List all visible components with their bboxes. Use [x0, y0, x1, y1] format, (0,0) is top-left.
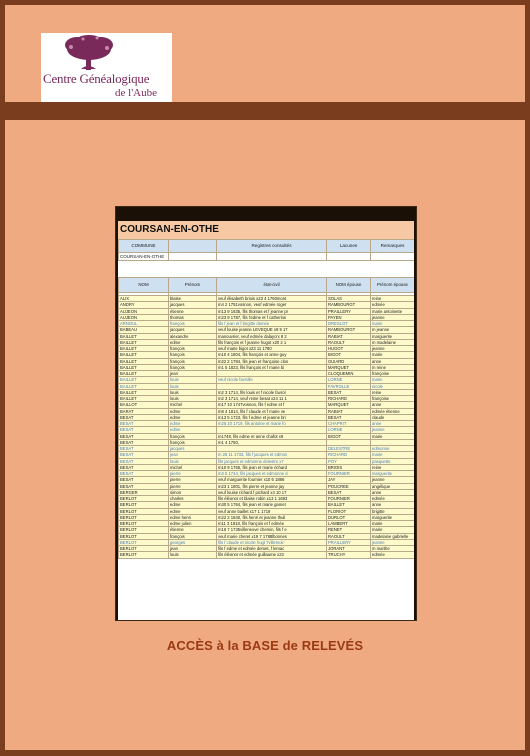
- table-cell: m22 2 1840, fils henri et jeanne thuil: [217, 514, 327, 520]
- table-cell: m17 10 1747vosnon, fils f edme et f: [217, 402, 327, 408]
- table-cell: JORANT: [327, 546, 371, 552]
- table-cell: edme: [169, 339, 217, 345]
- table-cell: pierre: [169, 483, 217, 489]
- table-cell: marie: [371, 321, 415, 327]
- table-cell: m23 9 1787, fils l'edme et f catherine: [217, 314, 327, 320]
- table-cell: m10 9 1766, fils jean et marie richard: [217, 464, 327, 470]
- table-cell: pasquette: [371, 458, 415, 464]
- table-cell: m23 1 1801, fils pierre et jeanne jay: [217, 483, 327, 489]
- table-cell: pierre: [169, 471, 217, 477]
- table-cell: blaise: [169, 296, 217, 302]
- table-cell: RAMBOURGT: [327, 302, 371, 308]
- table-cell: m30 5 1764, fils jean et marie gamet: [217, 502, 327, 508]
- table-cell: françois: [169, 533, 217, 539]
- table-cell: marie: [371, 521, 415, 527]
- table-cell: étienne: [169, 527, 217, 533]
- table-cell: charles: [169, 496, 217, 502]
- table-cell: marie antoinette: [371, 308, 415, 314]
- table-cell: SOLAS: [327, 296, 371, 302]
- table-cell: BESAT: [327, 389, 371, 395]
- table-cell: jeanne: [371, 477, 415, 483]
- table-cell: BAILLET: [119, 333, 169, 339]
- table-cell: m10 4 1804, fils françois et anne guy: [217, 352, 327, 358]
- records-header-cell: Prénom épouse: [371, 278, 415, 293]
- table-cell: veuf louise richard f pichard x4 10 17: [217, 489, 327, 495]
- registers-header-cell: [169, 240, 217, 253]
- table-cell: BESAT: [119, 446, 169, 452]
- table-cell: BAILLET: [119, 364, 169, 370]
- table-cell: georges: [169, 539, 217, 545]
- header-band: [5, 5, 525, 102]
- table-cell: LORNE: [327, 377, 371, 383]
- registers-header-cell: Lacunes: [327, 240, 371, 253]
- table-cell: BABEAU: [119, 327, 169, 333]
- table-cell: fils jacques et edmonne delestre x7: [217, 458, 327, 464]
- table-cell: BAILLET: [119, 377, 169, 383]
- table-cell: PRAILLERY: [327, 308, 371, 314]
- table-cell: BERLOT: [119, 527, 169, 533]
- table-cell: pierre: [169, 477, 217, 483]
- table-cell: FOURNIER: [327, 496, 371, 502]
- table-cell: marie: [371, 452, 415, 458]
- table-cell: JAY: [327, 477, 371, 483]
- table-cell: étienne: [169, 308, 217, 314]
- table-cell: marguerite: [371, 333, 415, 339]
- table-cell: louis: [169, 552, 217, 558]
- table-cell: BESAT: [119, 433, 169, 439]
- table-cell: jeanne: [371, 427, 415, 433]
- registers-header-row: [119, 240, 415, 253]
- table-cell: RICHARD: [327, 452, 371, 458]
- table-cell: BESAT: [119, 414, 169, 420]
- table-cell: BERLOT: [119, 533, 169, 539]
- table-cell: anne: [371, 421, 415, 427]
- table-cell: françois: [169, 439, 217, 445]
- table-cell: BESAT: [119, 471, 169, 477]
- table-cell: TRUCHY: [327, 552, 371, 558]
- table-cell: BESAT: [119, 458, 169, 464]
- table-cell: AUJEON: [119, 308, 169, 314]
- table-cell: jacques: [169, 327, 217, 333]
- table-cell: manouvrier, veuf edmée dalaycrx 8 2: [217, 333, 327, 339]
- table-cell: BERLOT: [119, 539, 169, 545]
- table-cell: m8 4 1814, fils f claude et f marie ve: [217, 408, 327, 414]
- table-cell: françois: [169, 346, 217, 352]
- table-cell: BERLOT: [119, 521, 169, 527]
- table-cell: RABIAT: [327, 333, 371, 339]
- table-cell: jacques: [169, 446, 217, 452]
- registers-cell: [169, 253, 217, 261]
- table-cell: marie: [371, 377, 415, 383]
- table-cell: BAILLET: [119, 371, 169, 377]
- table-cell: m22 2 1784, fils jean et françoise clos: [217, 358, 327, 364]
- table-cell: m1748, fils edme et anne chafot x9: [217, 433, 327, 439]
- table-cell: BESAT: [119, 483, 169, 489]
- table-cell: RABIAT: [327, 408, 371, 414]
- records-header-cell: état-civil: [217, 278, 327, 293]
- table-cell: anne: [371, 489, 415, 495]
- table-cell: marguerite: [371, 514, 415, 520]
- table-cell: BAILLET: [119, 389, 169, 395]
- registers-header-cell: Remarques: [371, 240, 415, 253]
- table-cell: jean: [169, 371, 217, 377]
- table-cell: edme: [169, 414, 217, 420]
- table-cell: simon: [169, 489, 217, 495]
- table-cell: françois: [169, 321, 217, 327]
- table-cell: jean: [169, 452, 217, 458]
- table-cell: RENET: [327, 527, 371, 533]
- table-cell: m13 9 1835, fils thomas et f jeanne pr: [217, 308, 327, 314]
- table-cell: RAMBOURGT: [327, 327, 371, 333]
- registers-cell: [217, 253, 327, 261]
- table-cell: jacques: [169, 302, 217, 308]
- table-cell: m4 2 1751vosnon, veuf edmée roger: [217, 302, 327, 308]
- table-cell: madelaine gabrielle: [371, 533, 415, 539]
- table-cell: BAILLET: [119, 396, 169, 402]
- table-cell: françois: [169, 352, 217, 358]
- table-cell: louis: [169, 389, 217, 395]
- table-cell: BESAT: [119, 477, 169, 483]
- table-cell: m reine: [371, 364, 415, 370]
- table-cell: veuf marie cheret x19 7 1788lbonnes: [217, 533, 327, 539]
- table-cell: edmée: [371, 302, 415, 308]
- table-cell: LAMBERT: [327, 521, 371, 527]
- table-cell: reine: [371, 464, 415, 470]
- table-cell: BAILLET: [119, 339, 169, 345]
- table-cell: BERLOT: [119, 508, 169, 514]
- table-cell: reine: [371, 296, 415, 302]
- table-cell: edmée: [371, 552, 415, 558]
- records-table: [118, 277, 414, 559]
- table-cell: RAOULT: [327, 339, 371, 345]
- table-cell: m1 4 1750,: [217, 439, 327, 445]
- table-cell: jeanne: [371, 314, 415, 320]
- records-header-cell: NOM épouse: [327, 278, 371, 293]
- table-cell: BAILLOT: [119, 402, 169, 408]
- table-cell: veuf marguerite fournier x10 6 1886: [217, 477, 327, 483]
- table-cell: fils françois et f jeanne hugot x20 2 1: [217, 339, 327, 345]
- table-cell: michel: [169, 402, 217, 408]
- registers-table: [118, 239, 414, 261]
- table-cell: veuf élisabeth briois x23 4 1760mont: [217, 296, 327, 302]
- table-cell: m jeanne: [371, 327, 415, 333]
- table-cell: anne: [371, 358, 415, 364]
- table-cell: BESAT: [119, 427, 169, 433]
- table-cell: thomas: [169, 314, 217, 320]
- table-cell: CHAPRIT: [327, 421, 371, 427]
- table-cell: FOURNIER: [327, 471, 371, 477]
- table-cell: m madelaine: [371, 339, 415, 345]
- table-cell: m 25 11 1733, fils f jacques et edmon: [217, 452, 327, 458]
- table-cell: LORNE: [327, 427, 371, 433]
- table-cell: fils f edme et edmée demet, f lemac: [217, 546, 327, 552]
- records-header-cell: NOM: [119, 278, 169, 293]
- table-cell: FAVROLLE: [327, 383, 371, 389]
- logo[interactable]: [41, 33, 172, 102]
- table-cell: edmonne: [371, 446, 415, 452]
- table-cell: alexandre: [169, 333, 217, 339]
- table-cell: BAILLET: [119, 383, 169, 389]
- table-cell: françoise: [371, 371, 415, 377]
- table-cell: fils f claude et nicole hugt 7villemoir: [217, 539, 327, 545]
- table-cell: FLORIOT: [327, 508, 371, 514]
- table-cell: BERLOT: [119, 546, 169, 552]
- table-cell: edme henri: [169, 514, 217, 520]
- table-cell: BARAT: [119, 408, 169, 414]
- table-cell: edme: [169, 502, 217, 508]
- table-cell: fils éléonor et blaise robin x13 1 1693: [217, 496, 327, 502]
- table-cell: m2 3 1714, veuf reine besat x24 11 1: [217, 396, 327, 402]
- table-cell: RAOULT: [327, 533, 371, 539]
- table-cell: louis: [169, 377, 217, 383]
- registers-cell: [327, 253, 371, 261]
- table-cell: BESAT: [119, 464, 169, 470]
- table-cell: PAYEN: [327, 314, 371, 320]
- table-cell: BERLOT: [119, 502, 169, 508]
- table-cell: BRIOIS: [327, 464, 371, 470]
- logo-title: Centre Généalogique: [43, 71, 150, 86]
- table-cell: edmée étienne: [371, 408, 415, 414]
- table-cell: marie: [371, 352, 415, 358]
- table-cell: brigitte: [371, 508, 415, 514]
- table-cell: BESAT: [119, 439, 169, 445]
- table-cell: CLOQUEMIN: [327, 371, 371, 377]
- table-cell: marguerite: [371, 471, 415, 477]
- table-cell: fils f jean et f brigitte demée: [217, 321, 327, 327]
- table-cell: claude: [371, 414, 415, 420]
- table-cell: veuf marie bigot x23 11 1780: [217, 346, 327, 352]
- table-cell: edmée: [371, 496, 415, 502]
- table-cell: louis: [169, 383, 217, 389]
- table-cell: françois: [169, 433, 217, 439]
- table-row: [119, 552, 415, 558]
- main-panel: [5, 120, 525, 750]
- table-cell: anne: [371, 402, 415, 408]
- table-cell: BERLOT: [119, 514, 169, 520]
- records-body: [119, 296, 415, 559]
- table-cell: m25 10 1719, fils antoine et marie fo: [217, 421, 327, 427]
- table-cell: m3 5 1744, fils jacques et edmonne d: [217, 471, 327, 477]
- table-cell: veuf nicole favrolle: [217, 377, 327, 383]
- table-cell: DELESTRE: [327, 446, 371, 452]
- registers-header-cell: COMMUNE: [119, 240, 169, 253]
- table-cell: ANDRY: [119, 302, 169, 308]
- table-cell: m marthe: [371, 546, 415, 552]
- table-cell: BESAT: [327, 489, 371, 495]
- table-cell: edme: [169, 508, 217, 514]
- table-cell: DRESLOT: [327, 321, 371, 327]
- table-cell: anne: [371, 502, 415, 508]
- table-cell: ARNOUL: [119, 321, 169, 327]
- table-cell: BERGER: [119, 489, 169, 495]
- registers-header-cell: Registres consultés: [217, 240, 327, 253]
- access-database-link[interactable]: ACCÈS à la BASE de RELEVÉS: [166, 638, 364, 653]
- table-cell: BESAT: [119, 421, 169, 427]
- table-cell: angélique: [371, 483, 415, 489]
- document-preview[interactable]: [115, 206, 417, 621]
- table-cell: m13 5 1723, fils f edme et jeanne bri: [217, 414, 327, 420]
- table-cell: jeanne: [371, 539, 415, 545]
- table-cell: françois: [169, 364, 217, 370]
- table-cell: jeanne: [371, 346, 415, 352]
- table-cell: m16 7 1735villeneuve chemin, fils f e: [217, 527, 327, 533]
- table-cell: m11 3 1818, fils françois et f edmée: [217, 521, 327, 527]
- table-cell: POUCREE: [327, 483, 371, 489]
- records-header-row: [119, 278, 415, 293]
- table-cell: BAILLET: [119, 358, 169, 364]
- table-cell: edme: [169, 427, 217, 433]
- table-cell: veuf louise jeanne LEVEQUE x9 9 17: [217, 327, 327, 333]
- table-cell: MARQUET: [327, 364, 371, 370]
- table-cell: marie: [371, 433, 415, 439]
- registers-cell: COURSAN-EN-OTHE: [119, 253, 169, 261]
- table-cell: BAILLET: [119, 346, 169, 352]
- table-cell: françois: [169, 358, 217, 364]
- table-cell: louis: [169, 458, 217, 464]
- table-cell: PRAILLERY: [327, 539, 371, 545]
- table-cell: fils éléonor et edmée guillaume x23: [217, 552, 327, 558]
- table-cell: louis: [169, 396, 217, 402]
- table-cell: m1 5 1823, fils françois et f marie bi: [217, 364, 327, 370]
- table-cell: RICHARD: [327, 396, 371, 402]
- logo-subtitle: de l'Aube: [115, 87, 157, 99]
- table-cell: BESAT: [327, 414, 371, 420]
- table-cell: marie: [371, 527, 415, 533]
- table-cell: AUJEON: [119, 314, 169, 320]
- table-cell: michel: [169, 464, 217, 470]
- table-cell: HUGOT: [327, 346, 371, 352]
- table-cell: BERLOT: [119, 496, 169, 502]
- table-cell: edme: [169, 421, 217, 427]
- records-header-cell: Prénom: [169, 278, 217, 293]
- table-cell: edme julien: [169, 521, 217, 527]
- document-title: COURSAN-EN-OTHE: [118, 221, 414, 239]
- table-cell: jean: [169, 546, 217, 552]
- table-cell: françoise: [371, 396, 415, 402]
- table-cell: m2 3 1714, fils louis et f nicole favrol: [217, 389, 327, 395]
- table-cell: reine: [371, 389, 415, 395]
- table-cell: POY: [327, 458, 371, 464]
- table-cell: nicole: [371, 383, 415, 389]
- table-cell: BAILLET: [327, 502, 371, 508]
- table-cell: MARQUET: [327, 402, 371, 408]
- spacer: [118, 261, 414, 277]
- table-cell: BESAT: [119, 452, 169, 458]
- registers-row: [119, 253, 415, 261]
- table-cell: BIGOT: [327, 433, 371, 439]
- registers-cell: [371, 253, 415, 261]
- table-cell: edme: [169, 408, 217, 414]
- table-cell: BERLOT: [119, 552, 169, 558]
- table-cell: BIGOT: [327, 352, 371, 358]
- table-cell: DURLOT: [327, 514, 371, 520]
- table-cell: veuf anne baillet x17 1 1719: [217, 508, 327, 514]
- document-sheet: [118, 221, 414, 620]
- table-cell: BAILLET: [119, 352, 169, 358]
- table-cell: ALIX: [119, 296, 169, 302]
- table-cell: GUIARD: [327, 358, 371, 364]
